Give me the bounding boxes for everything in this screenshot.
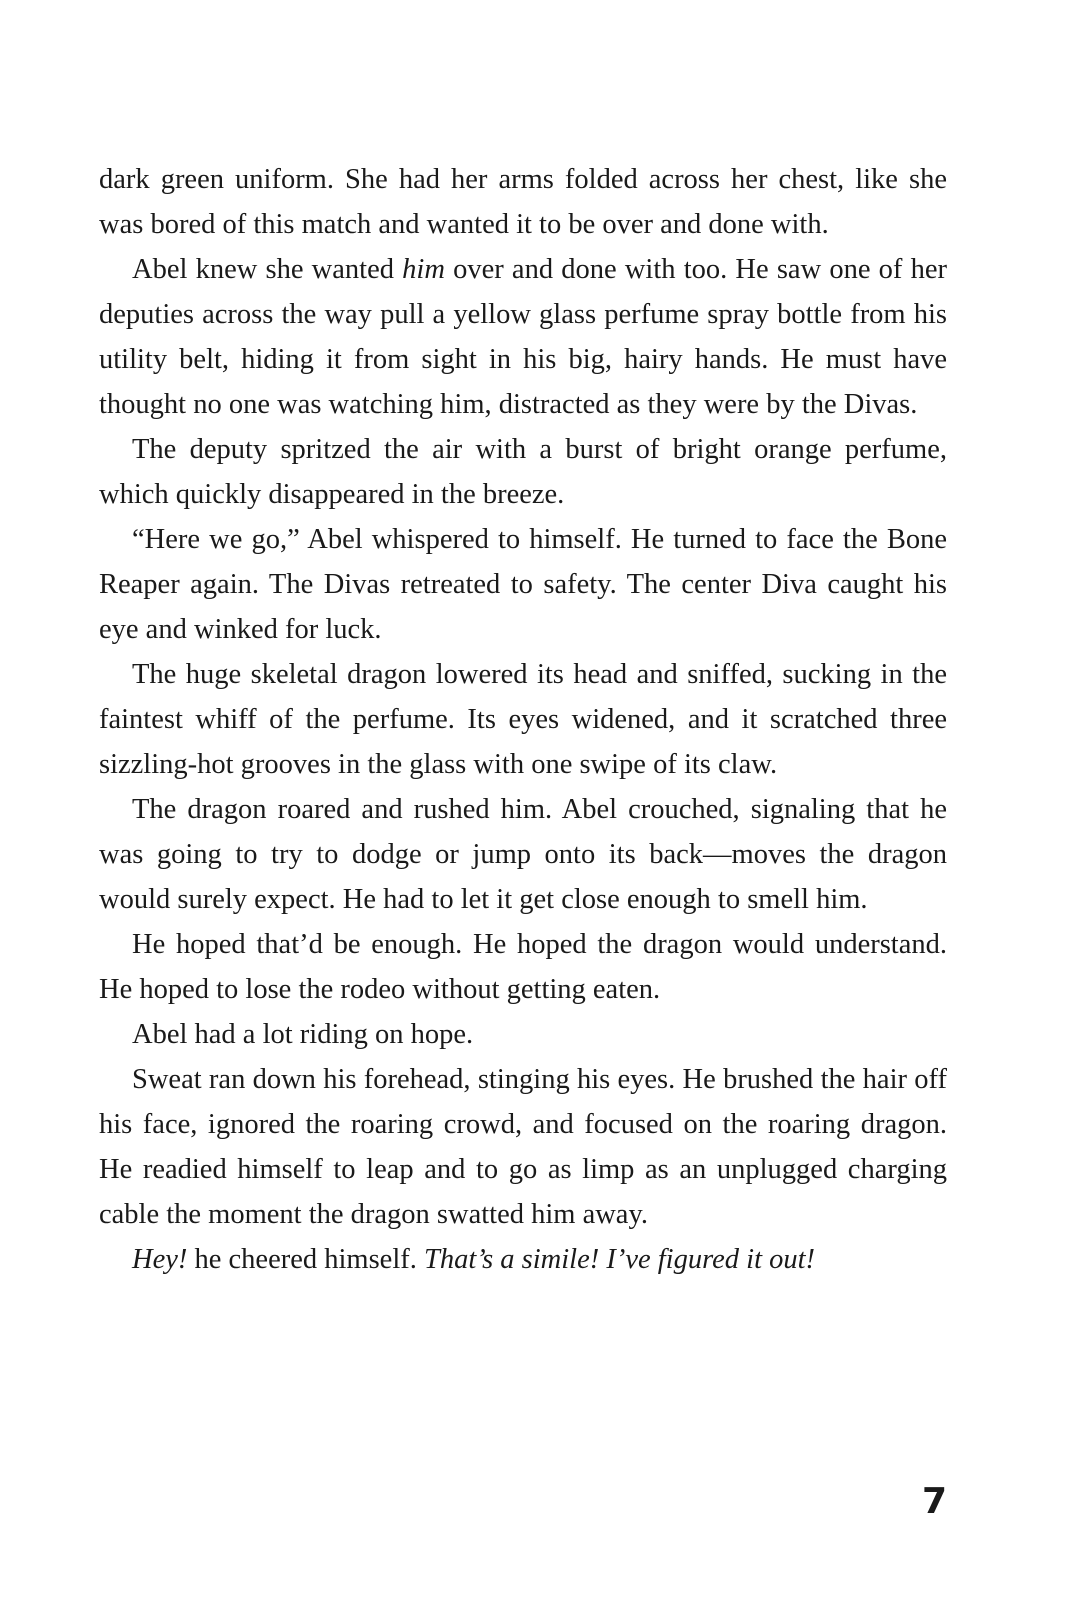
text-run: dark green uniform. She had her arms folded across her chest, like she was bored of this match and wanted it to be over and done with.	[99, 164, 947, 240]
paragraph	[99, 922, 947, 1012]
paragraph	[99, 157, 947, 247]
paragraph	[99, 247, 947, 427]
paragraph	[99, 652, 947, 787]
text-run: The huge skeletal dragon lowered its head and sniffed, sucking in the faintest whiff of the perfume. Its eyes widened, and it scratched three sizzling-hot grooves in the glass with one swipe of its claw.	[99, 659, 947, 780]
paragraph	[99, 1057, 947, 1237]
text-run: “Here we go,” Abel whispered to himself. He turned to face the Bone Reaper again. The Divas retreated to safety. The center Diva caught his eye and winked for luck.	[99, 524, 947, 645]
text-run: he cheered himself.	[187, 1244, 424, 1275]
page-number: 7	[921, 1481, 947, 1522]
paragraph	[99, 517, 947, 652]
italic-text: him	[402, 254, 445, 285]
text-run: The deputy spritzed the air with a burst of bright orange perfume, which quickly disappeared in the breeze.	[99, 434, 947, 510]
page-body	[99, 157, 947, 1282]
text-run: The dragon roared and rushed him. Abel crouched, signaling that he was going to try to dodge or jump onto its back—moves the dragon would surely expect. He had to let it get close enough to smell him.	[99, 794, 947, 915]
paragraph	[99, 1237, 947, 1282]
text-run: over and done with too. He saw one of her deputies across the way pull a yellow glass perfume spray bottle from his utility belt, hiding it from sight in his big, hairy hands. He must have thought no one was watching him, distracted as they were by the Divas.	[99, 254, 947, 420]
text-run: Abel had a lot riding on hope.	[132, 1019, 474, 1050]
paragraph	[99, 427, 947, 517]
paragraph	[99, 1012, 947, 1057]
paragraph	[99, 787, 947, 922]
italic-text: Hey!	[132, 1244, 188, 1275]
italic-text: That’s a simile! I’ve figured it out!	[423, 1244, 816, 1275]
text-run: He hoped that’d be enough. He hoped the dragon would understand. He hoped to lose the rodeo without getting eaten.	[99, 929, 947, 1005]
text-run: Abel knew she wanted	[132, 254, 403, 285]
text-run: Sweat ran down his forehead, stinging his eyes. He brushed the hair off his face, ignored the roaring crowd, and focused on the roaring dragon. He readied himself to leap and to go as limp as an unplugged charging cable the moment the dragon swatted him away.	[99, 1064, 947, 1230]
